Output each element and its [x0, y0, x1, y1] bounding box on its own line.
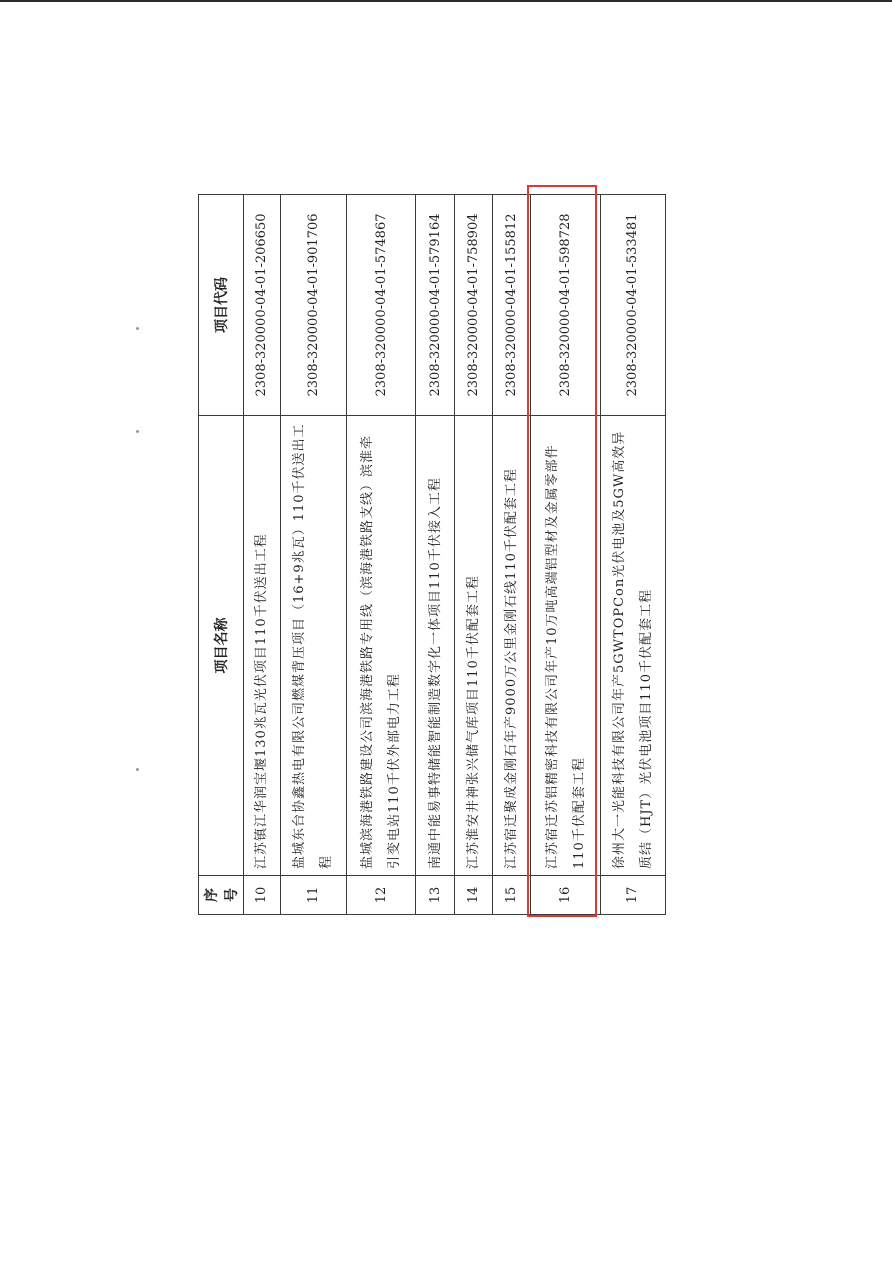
row-no: 11	[280, 876, 346, 915]
row-name: 江苏宿迁聚成金刚石年产9000万公里金刚石线110千伏配套工程	[492, 416, 531, 876]
row-code: 2308-320000-04-01-206650	[244, 195, 281, 416]
header-name: 项目名称	[199, 416, 244, 876]
row-name: 盐城东台协鑫热电有限公司燃煤背压项目（16+9兆瓦）110千伏送出工程	[280, 416, 346, 876]
row-name: 江苏宿迁苏铝精密科技有限公司年产10万吨高端铝型材及金属零部件110千伏配套工程	[531, 416, 600, 876]
table-row	[454, 195, 492, 915]
row-no: 16	[531, 876, 600, 915]
row-no: 13	[416, 876, 455, 915]
row-code: 2308-320000-04-01-533481	[600, 195, 665, 416]
row-code: 2308-320000-04-01-598728	[531, 195, 600, 416]
table-header-row	[199, 195, 244, 915]
scan-speck	[136, 430, 139, 433]
row-code: 2308-320000-04-01-901706	[280, 195, 346, 416]
row-name: 徐州大一光能科技有限公司年产5GWTOPCon光伏电池及5GW高效异质结（HJT）光伏电池项目110千伏配套工程	[600, 416, 665, 876]
table-row	[244, 195, 281, 915]
row-no: 10	[244, 876, 281, 915]
table-row	[600, 195, 665, 915]
row-code: 2308-320000-04-01-574867	[346, 195, 415, 416]
scan-speck	[136, 327, 139, 330]
scan-speck	[136, 768, 139, 771]
row-no: 17	[600, 876, 665, 915]
table-row	[492, 195, 531, 915]
row-code: 2308-320000-04-01-579164	[416, 195, 455, 416]
table-row	[346, 195, 415, 915]
row-name: 江苏镇江华润宝堰130兆瓦光伏项目110千伏送出工程	[244, 416, 281, 876]
row-name: 盐城滨海港铁路建设公司滨海港铁路专用线（滨海港铁路支线）滨淮牵引变电站110千伏外部电力工程	[346, 416, 415, 876]
row-code: 2308-320000-04-01-758904	[454, 195, 492, 416]
red-highlight-box	[527, 185, 597, 917]
header-code: 项目代码	[199, 195, 244, 416]
row-no: 12	[346, 876, 415, 915]
table-row	[280, 195, 346, 915]
table-row	[416, 195, 455, 915]
row-no: 14	[454, 876, 492, 915]
row-name: 南通中能易事特储能智能制造数字化一体项目110千伏接入工程	[416, 416, 455, 876]
header-no: 序号	[199, 876, 244, 915]
row-no: 15	[492, 876, 531, 915]
row-code: 2308-320000-04-01-155812	[492, 195, 531, 416]
scan-top-edge	[0, 0, 892, 2]
row-name: 江苏淮安井神张兴储气库项目110千伏配套工程	[454, 416, 492, 876]
